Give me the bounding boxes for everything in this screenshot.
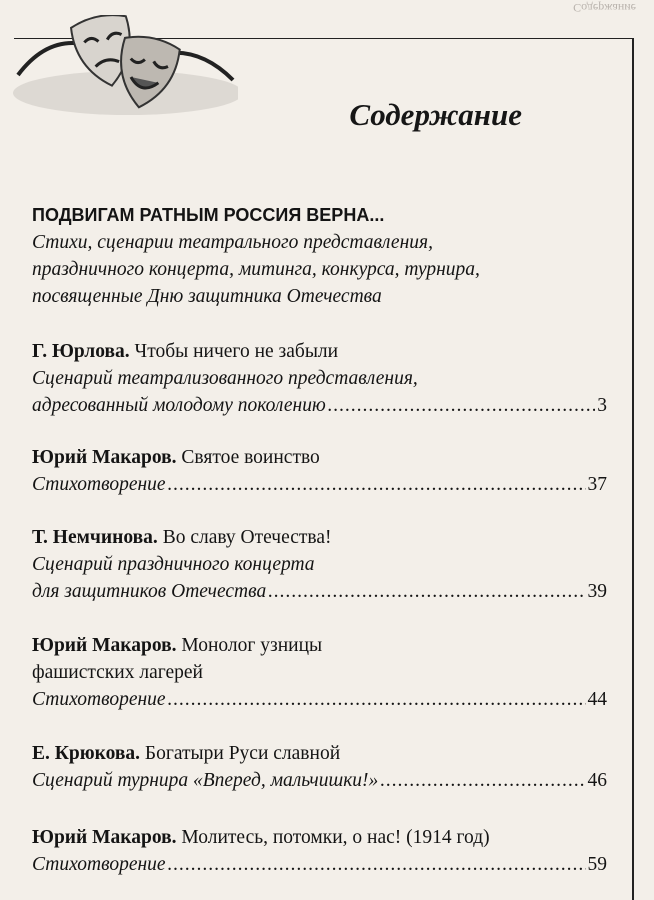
section-block xyxy=(32,202,607,310)
entry-description: для защитников Отечества xyxy=(32,581,267,602)
entry-page-row xyxy=(32,767,607,794)
entry-author: Юрий Макаров. xyxy=(32,827,177,848)
entry-description: адресованный молодому поколению xyxy=(32,395,326,416)
entry-page-row xyxy=(32,578,607,605)
entry-page-number: 46 xyxy=(587,770,607,791)
entry-author: Т. Немчинова. xyxy=(32,527,158,548)
dot-leader xyxy=(380,767,585,794)
entry-page-row xyxy=(32,686,607,713)
entry-author: Юрий Макаров. xyxy=(32,635,177,656)
dot-leader xyxy=(268,578,585,605)
toc-entry xyxy=(32,632,607,713)
section-subtitle-line: Стихи, сценарии театрального представления, xyxy=(32,232,433,253)
toc-entry xyxy=(32,740,607,794)
entry-description: Стихотворение xyxy=(32,474,166,495)
dot-leader xyxy=(168,686,586,713)
entry-title: фашистских лагерей xyxy=(32,662,203,683)
entry-author: Г. Юрлова. xyxy=(32,341,130,362)
theatre-masks-illustration xyxy=(8,15,238,133)
toc-entry xyxy=(32,824,607,878)
entry-description: Сценарий театрализованного представления, xyxy=(32,368,418,389)
page-title: Содержание xyxy=(349,97,522,132)
entry-title: Монолог узницы xyxy=(181,635,323,656)
entry-description: Сценарий праздничного концерта xyxy=(32,554,315,575)
entry-page-row xyxy=(32,392,607,419)
entry-description: Стихотворение xyxy=(32,854,166,875)
toc-entry xyxy=(32,524,607,605)
entry-page-row xyxy=(32,851,607,878)
entry-page-row xyxy=(32,471,607,498)
entry-author: Е. Крюкова. xyxy=(32,743,141,764)
entry-title: Во славу Отечества! xyxy=(162,527,332,548)
dot-leader xyxy=(328,392,596,419)
entry-title: Молитесь, потомки, о нас! (1914 год) xyxy=(181,827,490,848)
entry-page-number: 3 xyxy=(597,395,607,416)
toc-entry xyxy=(32,338,607,419)
entry-page-number: 37 xyxy=(587,474,607,495)
entry-description: Стихотворение xyxy=(32,689,166,710)
entry-page-number: 44 xyxy=(587,689,607,710)
entry-title: Святое воинство xyxy=(181,447,320,468)
section-title: ПОДВИГАМ РАТНЫМ РОССИЯ ВЕРНА... xyxy=(32,205,385,225)
entry-author: Юрий Макаров. xyxy=(32,447,177,468)
entry-page-number: 39 xyxy=(587,581,607,602)
entry-title: Богатыри Руси славной xyxy=(144,743,341,764)
right-rule xyxy=(632,38,634,900)
entry-page-number: 59 xyxy=(587,854,607,875)
running-head: Содержание xyxy=(573,1,636,15)
dot-leader xyxy=(168,471,586,498)
entry-title: Чтобы ничего не забыли xyxy=(134,341,339,362)
section-subtitle-line: праздничного концерта, митинга, конкурса, турнира, xyxy=(32,259,480,280)
section-subtitle-line: посвященные Дню защитника Отечества xyxy=(32,286,382,307)
entry-description: Сценарий турнира «Вперед, мальчишки!» xyxy=(32,770,379,791)
toc-entry xyxy=(32,444,607,498)
dot-leader xyxy=(168,851,586,878)
